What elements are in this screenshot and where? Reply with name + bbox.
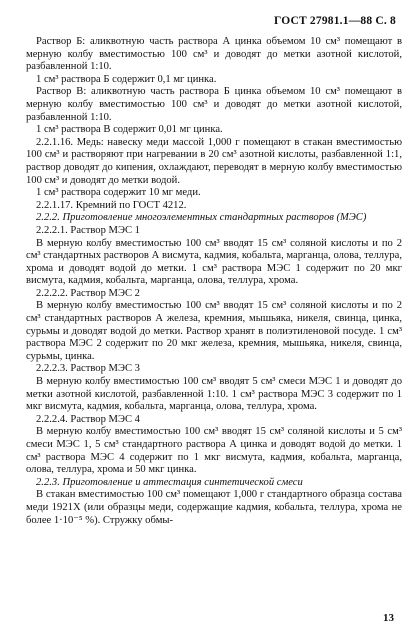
paragraph: В мерную колбу вместимостью 100 см³ вводят 5 см³ смеси МЭС 1 и доводят до метки азотной кислотой, разбавленной 1:10. 1 см³ раствора МЭС 3 содержит по 1 мкг висмута, кадмия, кобальта, марганца, олова, теллура, хрома.	[26, 376, 402, 413]
paragraph: 1 см³ раствора В содержит 0,01 мг цинка.	[36, 124, 223, 136]
page-number: 13	[383, 612, 394, 624]
subsection-heading: 2.2.2.3. Раствор МЭС 3	[36, 363, 140, 375]
page-header: ГОСТ 27981.1—88 С. 8	[273, 15, 396, 27]
paragraph: В стакан вместимостью 100 см³ помещают 1,000 г стандартного образца состава меди 1921Х (или образцы меди, содержащие кадмия, кобальта, теллура, хрома не более 1·10⁻⁵ %). Стружку обмы-	[26, 489, 402, 526]
paragraph: 2.2.1.17. Кремний по ГОСТ 4212.	[36, 199, 187, 211]
paragraph: Раствор В: аликвотную часть раствора Б цинка объемом 10 см³ помещают в мерную колбу вместимостью 100 см³ и доводят до метки азотной кислотой, разбавленной 1:10.	[26, 86, 402, 123]
subsection-heading: 2.2.2.4. Раствор МЭС 4	[36, 413, 140, 425]
subsection-heading: 2.2.2.2. Раствор МЭС 2	[36, 287, 140, 299]
section-heading: 2.2.2. Приготовление многоэлементных стандартных растворов (МЭС)	[36, 212, 367, 224]
page-content	[26, 36, 402, 527]
paragraph: В мерную колбу вместимостью 100 см³ вводят 15 см³ соляной кислоты и 5 см³ смеси МЭС 1, 5 см³ стандартного раствора А цинка и доводят водой до метки. 1 см³ раствора МЭС 4 содержит по 1 мкг висмута, кадмия, кобальта, марганца, олова, теллура, хрома и 50 мкг цинка.	[26, 426, 402, 476]
paragraph: В мерную колбу вместимостью 100 см³ вводят 15 см³ соляной кислоты и по 2 см³ стандартных растворов А железа, кремния, мышьяка, никеля, свинца, цинка, сурьмы и доводят водой до метки. Раствор хранят в полиэтиленовой посуде. 1 см³ раствора МЭС 2 содержит по 20 мкг железа, кремния, мышьяка, никеля, свинца, сурьмы, цинка.	[26, 300, 402, 362]
paragraph: 2.2.1.16. Медь: навеску меди массой 1,000 г помещают в стакан вместимостью 100 см³ и растворяют при нагревании в 20 см³ азотной кислоты, разбавленной 1:1, раствор доводят до кипения, охлаждают, переводят в мерную колбу вместимостью 100 см³ и доводят до метки водой.	[26, 136, 402, 186]
paragraph: В мерную колбу вместимостью 100 см³ вводят 15 см³ соляной кислоты и по 2 см³ стандартных растворов А висмута, кадмия, кобальта, марганца, олова, теллура, хрома и доводят водой до метки. 1 см³ раствора МЭС 1 содержит по 20 мкг висмута, кадмия, кобальта, марганца, олова, теллура, хрома.	[26, 237, 402, 287]
paragraph: 1 см³ раствора Б содержит 0,1 мг цинка.	[36, 73, 217, 85]
subsection-heading: 2.2.2.1. Раствор МЭС 1	[36, 224, 140, 236]
paragraph: Раствор Б: аликвотную часть раствора А цинка объемом 10 см³ помещают в мерную колбу вместимостью 100 см³ и доводят до метки азотной кислотой, разбавленной 1:10.	[26, 36, 402, 73]
section-heading: 2.2.3. Приготовление и аттестация синтетической смеси	[36, 476, 303, 488]
paragraph: 1 см³ раствора содержит 10 мг меди.	[36, 187, 201, 199]
